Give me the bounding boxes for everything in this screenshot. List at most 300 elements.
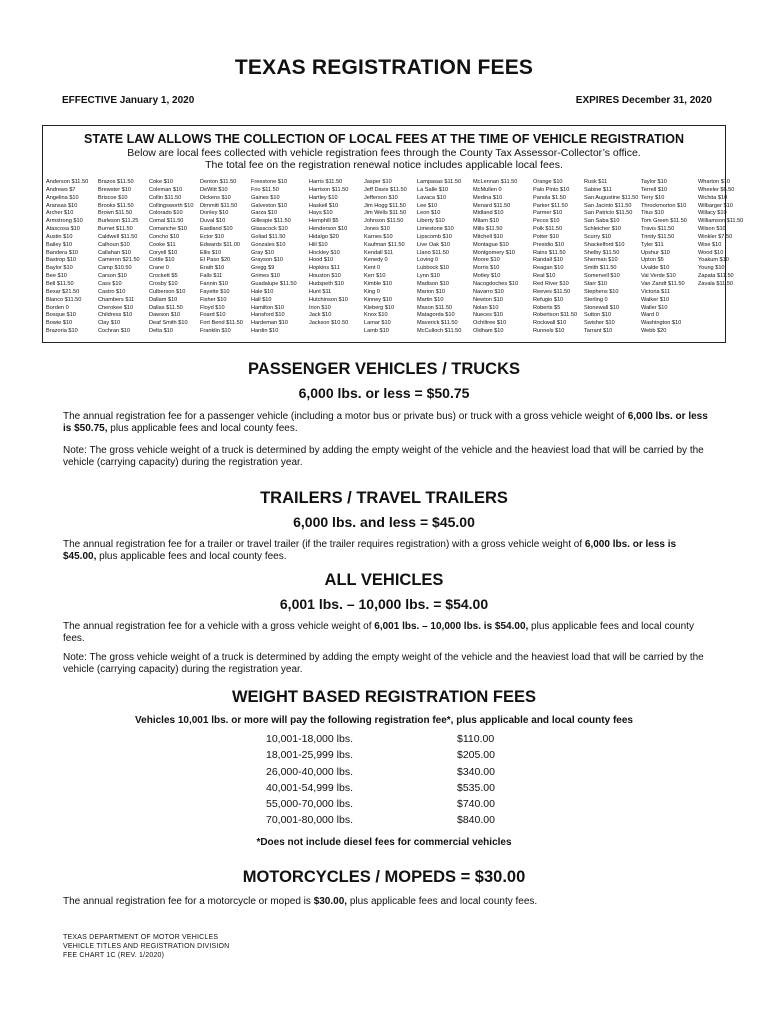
county-fee-entry: Wharton $10 (698, 179, 731, 185)
county-fee-entry: Scurry $10 (584, 233, 612, 240)
county-fee-entry: Pecos $10 (533, 218, 560, 225)
county-fee-entry: Borden 0 (46, 304, 69, 311)
county-fee-entry: Moore $10 (473, 257, 500, 264)
county-fee-entry: Lynn $10 (417, 273, 440, 280)
county-column (584, 179, 638, 336)
county-fee-entry: Duval $10 (200, 218, 226, 225)
county-fee-entry: Orange $10 (533, 179, 563, 185)
county-fee-entry: McMullen 0 (473, 186, 502, 193)
county-fee-entry: Hood $10 (309, 257, 334, 264)
county-fee-entry: Motley $10 (473, 273, 501, 280)
county-fee-entry: Victoria $11 (641, 288, 671, 295)
passenger-fee-summary: 6,000 lbs. or less = $50.75 (298, 385, 470, 401)
trailers-section-title: TRAILERS / TRAVEL TRAILERS (260, 489, 508, 507)
county-fee-entry: Reagan $10 (533, 265, 564, 272)
motorcycles-description: The annual registration fee for a motorcycle or moped is $30.00, plus applicable fees and local county fees. (63, 896, 538, 907)
county-fee-entry: Fisher $10 (200, 296, 227, 303)
county-fee-entry: Mason $11.50 (417, 304, 453, 311)
county-fee-entry: Limestone $10 (417, 226, 454, 233)
county-fee-entry: Lee $10 (417, 202, 438, 209)
county-fee-entry: Hamilton $10 (251, 304, 284, 311)
county-fee-entry: Waller $10 (641, 304, 668, 311)
county-fee-entry: Cooke $11 (149, 241, 176, 248)
county-fee-entry: Childress $10 (98, 312, 133, 319)
county-fee-entry: Palo Pinto $10 (533, 186, 570, 193)
county-fee-entry: Comanche $10 (149, 226, 187, 233)
county-fee-entry: Angelina $10 (46, 194, 79, 201)
county-fee-entry: Mills $11.50 (473, 226, 503, 233)
county-fee-entry: Stephens $10 (584, 288, 619, 295)
county-fee-entry: Schleicher $10 (584, 226, 622, 233)
county-fee-entry: Colorado $10 (149, 210, 183, 217)
county-fee-entry: Wichita $10 (698, 194, 728, 201)
all-vehicles-fee-summary: 6,001 lbs. – 10,000 lbs. = $54.00 (279, 596, 489, 612)
county-fee-entry: San Saba $10 (584, 218, 620, 225)
county-fee-entry: Dickens $10 (200, 194, 231, 201)
county-column (473, 179, 518, 336)
county-fee-entry: Kenedy 0 (364, 257, 388, 264)
county-fee-entry: Baylor $10 (46, 265, 73, 272)
county-fee-entry: Real $10 (533, 273, 556, 280)
county-fee-entry: Kaufman $11.50 (364, 241, 405, 248)
county-fee-entry: Oldham $10 (473, 328, 504, 335)
weight-fee-table (262, 731, 502, 829)
county-fee-entry: Montague $10 (473, 241, 509, 248)
county-fee-entry: Brazos $11.50 (98, 179, 134, 185)
county-fee-entry: Frio $11.50 (251, 186, 279, 193)
county-fee-entry: Freestone $10 (251, 179, 288, 185)
county-fee-entry: Leon $10 (417, 210, 441, 217)
county-fee-entry: Lamar $10 (364, 320, 391, 327)
county-fee-entry: San Patricio $11.50 (584, 210, 633, 217)
county-fee-entry: Panola $1.50 (533, 194, 566, 201)
county-fee-entry: Jeff Davis $11.50 (364, 186, 407, 193)
trailers-fee-summary: 6,000 lbs. and less = $45.00 (293, 514, 475, 530)
county-fee-entry: Blanco $11.50 (46, 296, 82, 303)
county-fee-entry: Midland $10 (473, 210, 504, 217)
county-fee-entry: Kimble $10 (364, 280, 392, 287)
county-fee-entry: Kerr $10 (364, 273, 386, 280)
county-fee-entry: Ochiltree $10 (473, 320, 507, 327)
county-fee-entry: Cochran $10 (98, 328, 131, 335)
county-fee-entry (698, 312, 743, 320)
county-fee-entry: Martin $10 (417, 296, 444, 303)
county-fee-entry: Jefferson $10 (364, 194, 398, 201)
county-fee-entry: Comal $11.50 (149, 218, 184, 225)
county-fee-entry: Franklin $10 (200, 328, 231, 335)
county-fee-entry: Clay $10 (98, 320, 121, 327)
county-fee-entry: San Augustine $11.50 (584, 194, 639, 201)
county-fee-entry: San Jacinto $11.50 (584, 202, 632, 209)
county-fee-entry: Johnson $11.50 (364, 218, 404, 225)
county-fee-entry: Webb $20 (641, 328, 667, 335)
county-fee-entry: Stonewall $10 (584, 304, 620, 311)
county-column (641, 179, 687, 336)
county-fee-entry: Burnet $11.50 (98, 226, 133, 233)
county-fee-entry: Gregg $9 (251, 265, 275, 272)
weight-fee: $535.00 (457, 781, 495, 794)
county-fee-entry: Lubbock $10 (417, 265, 450, 272)
county-fee-entry: Hardin $10 (251, 328, 279, 335)
weight-based-section-title: WEIGHT BASED REGISTRATION FEES (231, 688, 537, 706)
county-fee-entry: Loving 0 (417, 257, 439, 264)
weight-fee-row (262, 764, 502, 780)
county-fee-entry: Brazoria $10 (46, 328, 78, 335)
county-fee-entry: Bastrop $10 (46, 257, 77, 264)
county-fee-entry: Potter $10 (533, 233, 559, 240)
county-column (309, 179, 348, 336)
county-fee-entry: Tarrant $10 (584, 328, 613, 335)
county-fee-entry: Rockwall $10 (533, 320, 567, 327)
county-fee-entry: Navarro $10 (473, 288, 504, 295)
weight-fee: $205.00 (457, 749, 495, 762)
county-fee-entry: Hays $10 (309, 210, 333, 217)
county-fee-entry: Bandera $10 (46, 249, 79, 256)
county-fee-entry: Liberty $10 (417, 218, 445, 225)
county-fee-entry: Wilbarger $10 (698, 202, 733, 209)
county-fee-entry: Dawson $10 (149, 312, 181, 319)
county-fee-entry: Crockett $5 (149, 273, 178, 280)
county-fee-entry: Terrell $10 (641, 186, 668, 193)
county-fee-entry: Van Zandt $11.50 (641, 280, 685, 287)
county-fee-entry: Gaines $10 (251, 194, 280, 201)
county-fee-entry: Brewster $10 (98, 186, 131, 193)
weight-based-heading: Vehicles 10,001 lbs. or more will pay the following registration fee*, plus applicable and local county fees (135, 715, 633, 726)
county-fee-entry: Brown $11.50 (98, 210, 133, 217)
county-fee-entry: Travis $11.50 (641, 226, 675, 233)
passenger-section-title: PASSENGER VEHICLES / TRUCKS (248, 360, 520, 378)
county-fee-entry: Titus $10 (641, 210, 664, 217)
county-fee-entry: Archer $10 (46, 210, 74, 217)
footer-form-id: FEE CHART 1C (REV. 1/2020) (63, 952, 165, 959)
county-fee-entry (698, 328, 743, 336)
county-fee-entry: Hidalgo $20 (309, 233, 339, 240)
passenger-gvw-note: Note: The gross vehicle weight of a truck is determined by adding the empty weight of the vehicle and the heaviest load that will be carried by the vehicle (carrying capacity) during the registration year. (63, 445, 704, 468)
county-fee-entry: Zavala $11.50 (698, 280, 734, 287)
county-fee-entry: Bee $10 (46, 273, 67, 280)
county-fee-entry: Bexar $21.50 (46, 288, 80, 295)
county-fee-entry: McCulloch $11.50 (417, 328, 462, 335)
county-fee-entry: Brooks $11.50 (98, 202, 134, 209)
county-fee-entry: Dimmitt $11.50 (200, 202, 238, 209)
county-fee-entry: Collin $11.50 (149, 194, 182, 201)
county-fee-entry: Young $10 (698, 265, 725, 272)
county-column (251, 179, 297, 336)
local-fees-heading: STATE LAW ALLOWS THE COLLECTION OF LOCAL FEES AT THE TIME OF VEHICLE REGISTRATION (84, 132, 684, 146)
county-fee-entry: Knox $10 (364, 312, 388, 319)
county-fee-entry: Glasscock $10 (251, 226, 288, 233)
county-fee-entry: Polk $11.50 (533, 226, 563, 233)
county-fee-entry: Parmer $10 (533, 210, 563, 217)
county-fee-entry: Yoakum $10 (698, 257, 729, 264)
county-fee-entry: Washington $10 (641, 320, 682, 327)
county-fee-entry: Bowie $10 (46, 320, 73, 327)
county-fee-entry: Bosque $10 (46, 312, 76, 319)
all-vehicles-section-title: ALL VEHICLES (324, 571, 444, 589)
county-fee-entry: Edwards $11.00 (200, 241, 241, 248)
county-fee-entry (698, 305, 743, 313)
county-fee-entry: Austin $10 (46, 233, 73, 240)
county-fee-entry: Lampasas $11.50 (417, 179, 462, 185)
county-fee-entry: La Salle $10 (417, 186, 449, 193)
county-fee-entry: Calhoun $10 (98, 241, 130, 248)
county-fee-entry: Irion $10 (309, 304, 331, 311)
county-fee-entry: Guadalupe $11.50 (251, 280, 297, 287)
county-fee-entry: Bailey $10 (46, 241, 73, 248)
county-fee-entry: Coryell $10 (149, 249, 178, 256)
county-fee-entry: Presidio $10 (533, 241, 565, 248)
trailers-description: The annual registration fee for a trailer or travel trailer (if the trailer requires registration) with a gross vehicle weight of 6,000 lbs. or less is $45.00, plus applicable fees and local county fees. (63, 539, 677, 562)
county-fee-entry: El Paso $20 (200, 257, 231, 264)
county-fee-entry: Caldwell $11.50 (98, 233, 138, 240)
county-fee-entry: Crane 0 (149, 265, 169, 272)
county-fee-entry: Parker $11.50 (533, 202, 568, 209)
weight-fee: $840.00 (457, 814, 495, 827)
county-fee-entry: Reeves $11.50 (533, 288, 571, 295)
county-fee-entry: Walker $10 (641, 296, 670, 303)
county-fee-entry: Winkler $7.50 (698, 233, 733, 240)
weight-range: 18,001-25,999 lbs. (266, 749, 353, 762)
county-fee-entry: Jack $10 (309, 312, 332, 319)
county-fee-entry: Upton $5 (641, 257, 664, 264)
county-fee-entry: Jones $10 (364, 226, 390, 233)
county-fee-entry: Fort Bend $11.50 (200, 320, 243, 327)
county-fee-entry: Sabine $11 (584, 186, 612, 193)
weight-fee-row (262, 796, 502, 812)
county-fee-entry: Grayson $10 (251, 257, 284, 264)
county-fee-entry: Bell $11.50 (46, 280, 74, 287)
county-fee-entry: Live Oak $10 (417, 241, 450, 248)
county-fee-entry: Shackelford $10 (584, 241, 625, 248)
weight-range: 26,000-40,000 lbs. (266, 765, 353, 778)
county-fee-entry: Hudspeth $10 (309, 280, 344, 287)
county-fee-entry: Wilson $10 (698, 226, 726, 233)
county-fee-entry: Houston $10 (309, 273, 341, 280)
county-fee-entry: Henderson $10 (309, 226, 348, 233)
county-fee-entry: Aransas $10 (46, 202, 78, 209)
county-column (417, 179, 461, 336)
local-fees-box (42, 125, 744, 343)
county-fee-entry: Jackson $10.50 (309, 320, 349, 327)
county-fee-entry: Milam $10 (473, 218, 499, 225)
county-fee-entry: Cameron $21.50 (98, 257, 140, 264)
county-fee-entry: Nacogdoches $10 (473, 280, 519, 287)
county-fee-entry: Shelby $11.50 (584, 249, 620, 256)
county-fee-entry: Hall $10 (251, 296, 272, 303)
county-fee-entry: Hockley $10 (309, 249, 340, 256)
county-fee-entry: Ellis $10 (200, 249, 222, 256)
weight-fee-row (262, 747, 502, 763)
county-fee-entry: Foard $10 (200, 312, 226, 319)
weight-fee-row (262, 780, 502, 796)
county-fee-entry: Ector $10 (200, 233, 224, 240)
local-fees-description: Below are local fees collected with vehicle registration fees through the County Tax Assessor-Collector’s office. (127, 147, 641, 159)
county-fee-entry: Kleberg $10 (364, 304, 395, 311)
motorcycles-section-title: MOTORCYCLES / MOPEDS = $30.00 (242, 868, 526, 886)
county-fee-entry: Callahan $10 (98, 249, 131, 256)
county-fee-entry: Donley $10 (200, 210, 229, 217)
county-fee-entry: Hansford $10 (251, 312, 285, 319)
county-fee-entry: Anderson $11.50 (46, 179, 89, 185)
county-fee-entry: Gonzales $10 (251, 241, 286, 248)
county-column (364, 179, 407, 336)
county-column (533, 179, 577, 336)
county-fee-entry: Jim Hogg $11.50 (364, 202, 406, 209)
county-fee-entry: Grimes $10 (251, 273, 280, 280)
county-fee-entry: Menard $11.50 (473, 202, 511, 209)
county-fee-entry: Jasper $10 (364, 179, 392, 185)
weight-range: 40,001-54,999 lbs. (266, 781, 353, 794)
county-fee-entry: McLennan $11.50 (473, 179, 518, 185)
county-fee-entry: Kent 0 (364, 265, 381, 272)
county-fee-entry: Trinity $11.50 (641, 233, 675, 240)
county-fee-entry: Red River $10 (533, 280, 569, 287)
county-column (149, 179, 193, 336)
county-fee-entry: Uvalde $10 (641, 265, 670, 272)
county-fee-entry: Taylor $10 (641, 179, 667, 185)
county-fee-entry: Rains $11.50 (533, 249, 566, 256)
local-fees-total-note: The total fee on the registration renewal notice includes applicable local fees. (205, 159, 563, 171)
county-fee-entry: Sterling 0 (584, 296, 608, 303)
county-fee-entry: Jim Wells $11.50 (364, 210, 407, 217)
county-fee-entry: Marion $10 (417, 288, 445, 295)
all-vehicles-gvw-note: Note: The gross vehicle weight of a truck is determined by adding the empty weight of the vehicle and the heaviest load that will be carried by the vehicle (carrying capacity) during the registration year. (63, 652, 704, 675)
county-fee-entry: Dallam $10 (149, 296, 178, 303)
county-fee-entry: Nolan $10 (473, 304, 499, 311)
weight-fee-row (262, 731, 502, 747)
county-fee-entry: Sutton $10 (584, 312, 612, 319)
county-fee-entry: Montgomery $10 (473, 249, 515, 256)
county-fee-entry: Rusk $11 (584, 179, 608, 185)
county-fee-entry: Throckmorton $10 (641, 202, 687, 209)
county-fee-entry (698, 297, 743, 305)
county-fee-entry: Gray $10 (251, 249, 275, 256)
county-fee-entry: Madison $10 (417, 280, 450, 287)
document-footer (63, 933, 229, 960)
county-fee-entry: Galveston $10 (251, 202, 288, 209)
county-fee-entry: Camp $10.50 (98, 265, 132, 272)
county-fee-entry: Willacy $10 (698, 210, 727, 217)
county-fee-entry: Starr $10 (584, 280, 608, 287)
county-fee-entry: DeWitt $10 (200, 186, 228, 193)
county-fee-entry: Kendall $11 (364, 249, 394, 256)
county-fee-entry: Somervell $10 (584, 273, 620, 280)
county-fee-entry: Karnes $10 (364, 233, 393, 240)
weight-fee: $740.00 (457, 798, 495, 811)
expires-date: EXPIRES December 31, 2020 (575, 95, 712, 106)
county-fee-entry: Mitchell $10 (473, 233, 503, 240)
county-fee-entry: Fannin $10 (200, 280, 228, 287)
county-fee-entry: Hill $10 (309, 241, 328, 248)
county-fee-entry: Collingsworth $10 (149, 202, 194, 209)
county-fee-entry: Burleson $11.25 (98, 218, 139, 225)
county-fee-entry: Wheeler $6.50 (698, 186, 735, 193)
county-fee-entry: Hutchinson $10 (309, 296, 348, 303)
county-fee-entry: Wood $10 (698, 249, 724, 256)
county-fee-entry: Armstrong $10 (46, 218, 83, 225)
county-fee-entry: Coke $10 (149, 179, 173, 185)
county-fee-entry: Haskell $10 (309, 202, 339, 209)
county-fee-entry: Denton $11.50 (200, 179, 237, 185)
county-fee-entry: Culberson $10 (149, 288, 186, 295)
county-fee-entry: Erath $10 (200, 265, 225, 272)
county-fee-entry: Tyler $11 (641, 241, 664, 248)
county-fee-entry: Concho $10 (149, 233, 180, 240)
county-fee-entry: Cottle $10 (149, 257, 175, 264)
county-fee-entry: Llano $11.50 (417, 249, 449, 256)
county-fee-entry: Medina $10 (473, 194, 503, 201)
county-fee-entry: Harris $11.50 (309, 179, 343, 185)
county-fee-entry: Sherman $10 (584, 257, 618, 264)
county-fee-entry: Atascosa $10 (46, 226, 80, 233)
county-fee-entry (698, 320, 743, 328)
county-fee-entry: Delta $10 (149, 328, 173, 335)
county-fee-grid (46, 179, 744, 341)
county-fee-entry: Falls $11 (200, 273, 223, 280)
county-fee-entry: Tom Green $11.50 (641, 218, 687, 225)
footer-department: TEXAS DEPARTMENT OF MOTOR VEHICLES (63, 934, 219, 941)
county-fee-entry: Morris $10 (473, 265, 500, 272)
county-fee-entry: Williamson $11.50 (698, 218, 744, 225)
effective-date: EFFECTIVE January 1, 2020 (62, 95, 195, 106)
county-fee-entry (698, 289, 743, 297)
county-fee-entry: Zapata $11.50 (698, 273, 734, 280)
county-fee-entry: Dallas $11.50 (149, 304, 183, 311)
county-fee-entry: Upshur $10 (641, 249, 670, 256)
county-fee-entry: Floyd $10 (200, 304, 225, 311)
county-fee-entry: Fayette $10 (200, 288, 230, 295)
county-fee-entry: Hemphill $5 (309, 218, 339, 225)
county-fee-entry: Hartley $10 (309, 194, 338, 201)
county-column (46, 179, 88, 336)
county-column (200, 179, 243, 336)
county-fee-entry: Gillespie $11.50 (251, 218, 291, 225)
county-fee-entry: Lipscomb $10 (417, 233, 452, 240)
county-fee-entry: Maverick $11.50 (417, 320, 458, 327)
county-fee-entry: Deaf Smith $10 (149, 320, 188, 327)
county-fee-entry: Hardeman $10 (251, 320, 289, 327)
weight-fee: $110.00 (457, 733, 495, 745)
county-fee-entry: King 0 (364, 288, 380, 295)
county-fee-entry: Coleman $10 (149, 186, 183, 193)
county-column (98, 179, 140, 336)
all-vehicles-description: The annual registration fee for a vehicle with a gross vehicle weight of 6,001 lbs. – 10,000 lbs. is $54.00, plus applicable fees and local county fees. (63, 621, 694, 644)
diesel-fee-note: *Does not include diesel fees for commercial vehicles (256, 837, 512, 848)
county-fee-entry: Lavaca $10 (417, 194, 446, 201)
county-column (698, 179, 743, 336)
county-fee-entry: Refugio $10 (533, 296, 564, 303)
county-fee-entry: Eastland $10 (200, 226, 233, 233)
county-fee-entry: Hunt $11 (309, 288, 332, 295)
county-fee-entry: Val Verde $10 (641, 273, 676, 280)
county-fee-entry: Lamb $10 (364, 328, 389, 335)
county-fee-entry: Andrews $7 (46, 186, 76, 193)
county-fee-entry: Goliad $11.50 (251, 233, 286, 240)
county-fee-entry: Matagorda $10 (417, 312, 455, 319)
county-fee-entry: Kinney $10 (364, 296, 392, 303)
county-fee-entry: Chambers $11 (98, 296, 135, 303)
county-fee-entry: Newton $10 (473, 296, 503, 303)
county-fee-entry: Castro $10 (98, 288, 126, 295)
county-fee-entry: Briscoe $10 (98, 194, 128, 201)
county-fee-entry: Cherokee $10 (98, 304, 134, 311)
county-fee-entry: Robertson $11.50 (533, 312, 578, 319)
county-fee-entry: Carson $10 (98, 273, 127, 280)
weight-fee-row (262, 812, 502, 828)
county-fee-entry: Terry $10 (641, 194, 665, 201)
passenger-description: The annual registration fee for a passenger vehicle (including a motor bus or private bus) or truck with a gross vehicle weight of 6,000 lbs. or less is $50.75, plus applicable fees and local county fees. (63, 411, 708, 434)
county-fee-entry: Crosby $10 (149, 280, 178, 287)
